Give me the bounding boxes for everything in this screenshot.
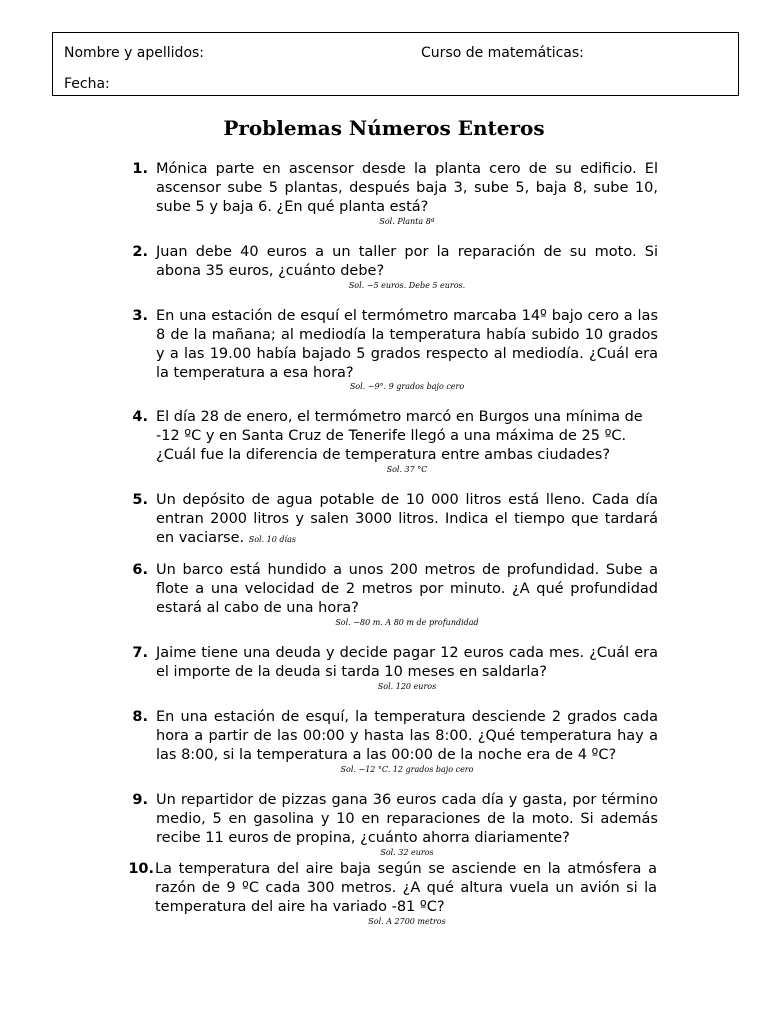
problem-text: En una estación de esquí, la temperatura desciende 2 grados cada hora a partir de las 00:00 y hasta las 8:00. ¿Qué temperatura hay a las 8:00, si la temperatura a las 00:00 de la noche era de 4 ºC? bbox=[156, 709, 658, 763]
problem-text: Jaime tiene una deuda y decide pagar 12 euros cada mes. ¿Cuál era el importe de la deuda si tarda 10 meses en saldarla? bbox=[156, 645, 658, 680]
student-info-box bbox=[52, 32, 739, 96]
problem-number: 4. bbox=[132, 409, 148, 425]
problem-number: 1. bbox=[132, 161, 148, 177]
problem-number: 5. bbox=[132, 492, 148, 508]
problem-number: 9. bbox=[132, 792, 148, 808]
problem-number: 2. bbox=[132, 244, 148, 260]
problem-number: 6. bbox=[132, 562, 148, 578]
problem-text: Un barco está hundido a unos 200 metros de profundidad. Sube a flote a una velocidad de 2 metros por minuto. ¿A qué profundidad estará al cabo de una hora? bbox=[156, 562, 658, 616]
problem-number: 10. bbox=[128, 861, 154, 877]
problem-solution: Sol. 32 euros bbox=[380, 848, 434, 857]
problem-number: 8. bbox=[132, 709, 148, 725]
problem-text: Juan debe 40 euros a un taller por la reparación de su moto. Si abona 35 euros, ¿cuánto debe? bbox=[156, 244, 658, 279]
problem-solution: Sol. 37 °C bbox=[386, 465, 428, 474]
problem-text: En una estación de esquí el termómetro marcaba 14º bajo cero a las 8 de la mañana; al mediodía la temperatura había subido 10 grados y a las 19.00 había bajado 5 grados respecto al mediodía. ¿Cuál era la temperatura a esa hora? bbox=[156, 308, 658, 381]
name-field-label: Nombre y apellidos: bbox=[64, 45, 205, 61]
course-field-label: Curso de matemáticas: bbox=[421, 45, 584, 61]
problem-text-body: Un depósito de agua potable de 10 000 litros está lleno. Cada día entran 2000 litros y salen 3000 litros. Indica el tiempo que tardará en vaciarse. bbox=[156, 492, 658, 546]
problem-text: La temperatura del aire baja según se asciende en la atmósfera a razón de 9 ºC cada 300 metros. ¿A qué altura vuela un avión si la temperatura del aire ha variado -81 ºC? bbox=[155, 861, 657, 915]
problem-solution: Sol. Planta 8ª bbox=[379, 217, 435, 226]
problem-number: 3. bbox=[132, 308, 148, 324]
problem-text: Mónica parte en ascensor desde la planta cero de su edificio. El ascensor sube 5 plantas, después baja 3, sube 5, baja 8, sube 10, sube 5 y baja 6. ¿En qué planta está? bbox=[156, 161, 658, 215]
page-title: Problemas Números Enteros bbox=[223, 116, 545, 140]
problem-text: El día 28 de enero, el termómetro marcó en Burgos una mínima de -12 ºC y en Santa Cruz de Tenerife llegó a una máxima de 25 ºC. ¿Cuál fue la diferencia de temperatura entre ambas ciudades? bbox=[156, 409, 643, 463]
problem-solution: Sol. −80 m. A 80 m de profundidad bbox=[335, 618, 479, 627]
problem-solution: Sol. A 2700 metros bbox=[368, 917, 446, 926]
problem-solution: Sol. −12 °C. 12 grados bajo cero bbox=[340, 765, 474, 774]
problem-solution: Sol. −5 euros. Debe 5 euros. bbox=[348, 281, 466, 290]
date-field-label: Fecha: bbox=[64, 76, 110, 92]
problem-solution: Sol. 10 días bbox=[248, 535, 296, 544]
problem-number: 7. bbox=[132, 645, 148, 661]
problem-solution: Sol. −9°. 9 grados bajo cero bbox=[349, 382, 465, 391]
problem-text bbox=[156, 491, 658, 549]
problem-text: Un repartidor de pizzas gana 36 euros cada día y gasta, por término medio, 5 en gasolina y 10 en reparaciones de la moto. Si además recibe 11 euros de propina, ¿cuánto ahorra diariamente? bbox=[156, 792, 658, 846]
problem-solution: Sol. 120 euros bbox=[377, 682, 437, 691]
